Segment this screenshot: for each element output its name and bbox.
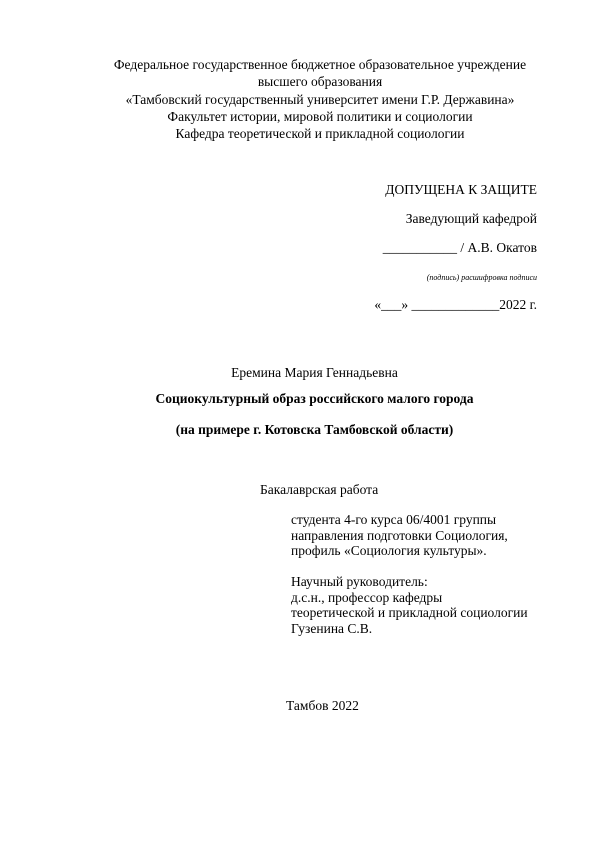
header-line: Федеральное государственное бюджетное образовательное учреждение — [113, 57, 527, 72]
approval-signature-line: ___________ / А.В. Окатов — [382, 240, 537, 255]
thesis-title-line2: (на примере г. Котовска Тамбовской области) — [175, 422, 454, 437]
supervisor-line: Гузенина С.В. — [291, 620, 373, 636]
thesis-title-line1: Социокультурный образ российского малого города — [155, 391, 474, 406]
approval-position: Заведующий кафедрой — [405, 211, 537, 226]
student-info-line: направления подготовки Социология, — [291, 527, 508, 543]
supervisor-info — [291, 574, 528, 636]
student-info — [291, 512, 508, 559]
student-info-line: профиль «Социология культуры». — [291, 543, 487, 558]
supervisor-line: д.с.н., профессор кафедры — [291, 589, 443, 605]
approval-title: ДОПУЩЕНА К ЗАЩИТЕ — [385, 182, 537, 197]
header-line: высшего образования — [257, 74, 383, 90]
header-line: «Тамбовский государственный университет имени Г.Р. Державина» — [125, 91, 515, 107]
author-name: Еремина Мария Геннадьевна — [231, 365, 398, 380]
work-type: Бакалаврская работа — [260, 482, 379, 497]
supervisor-line: теоретической и прикладной социологии — [291, 605, 528, 620]
approval-date-line: «___» _____________2022 г. — [374, 297, 537, 312]
student-info-line: студента 4-го курса 06/4001 группы — [291, 512, 497, 527]
signature-caption: (подпись) расшифровка подписи — [426, 273, 537, 282]
institution-header — [0, 56, 595, 142]
header-line: Факультет истории, мировой политики и социологии — [167, 108, 473, 124]
footer-city-year: Тамбов 2022 — [286, 698, 359, 713]
supervisor-line: Научный руководитель: — [291, 574, 428, 589]
header-line: Кафедра теоретической и прикладной социологии — [175, 126, 465, 142]
